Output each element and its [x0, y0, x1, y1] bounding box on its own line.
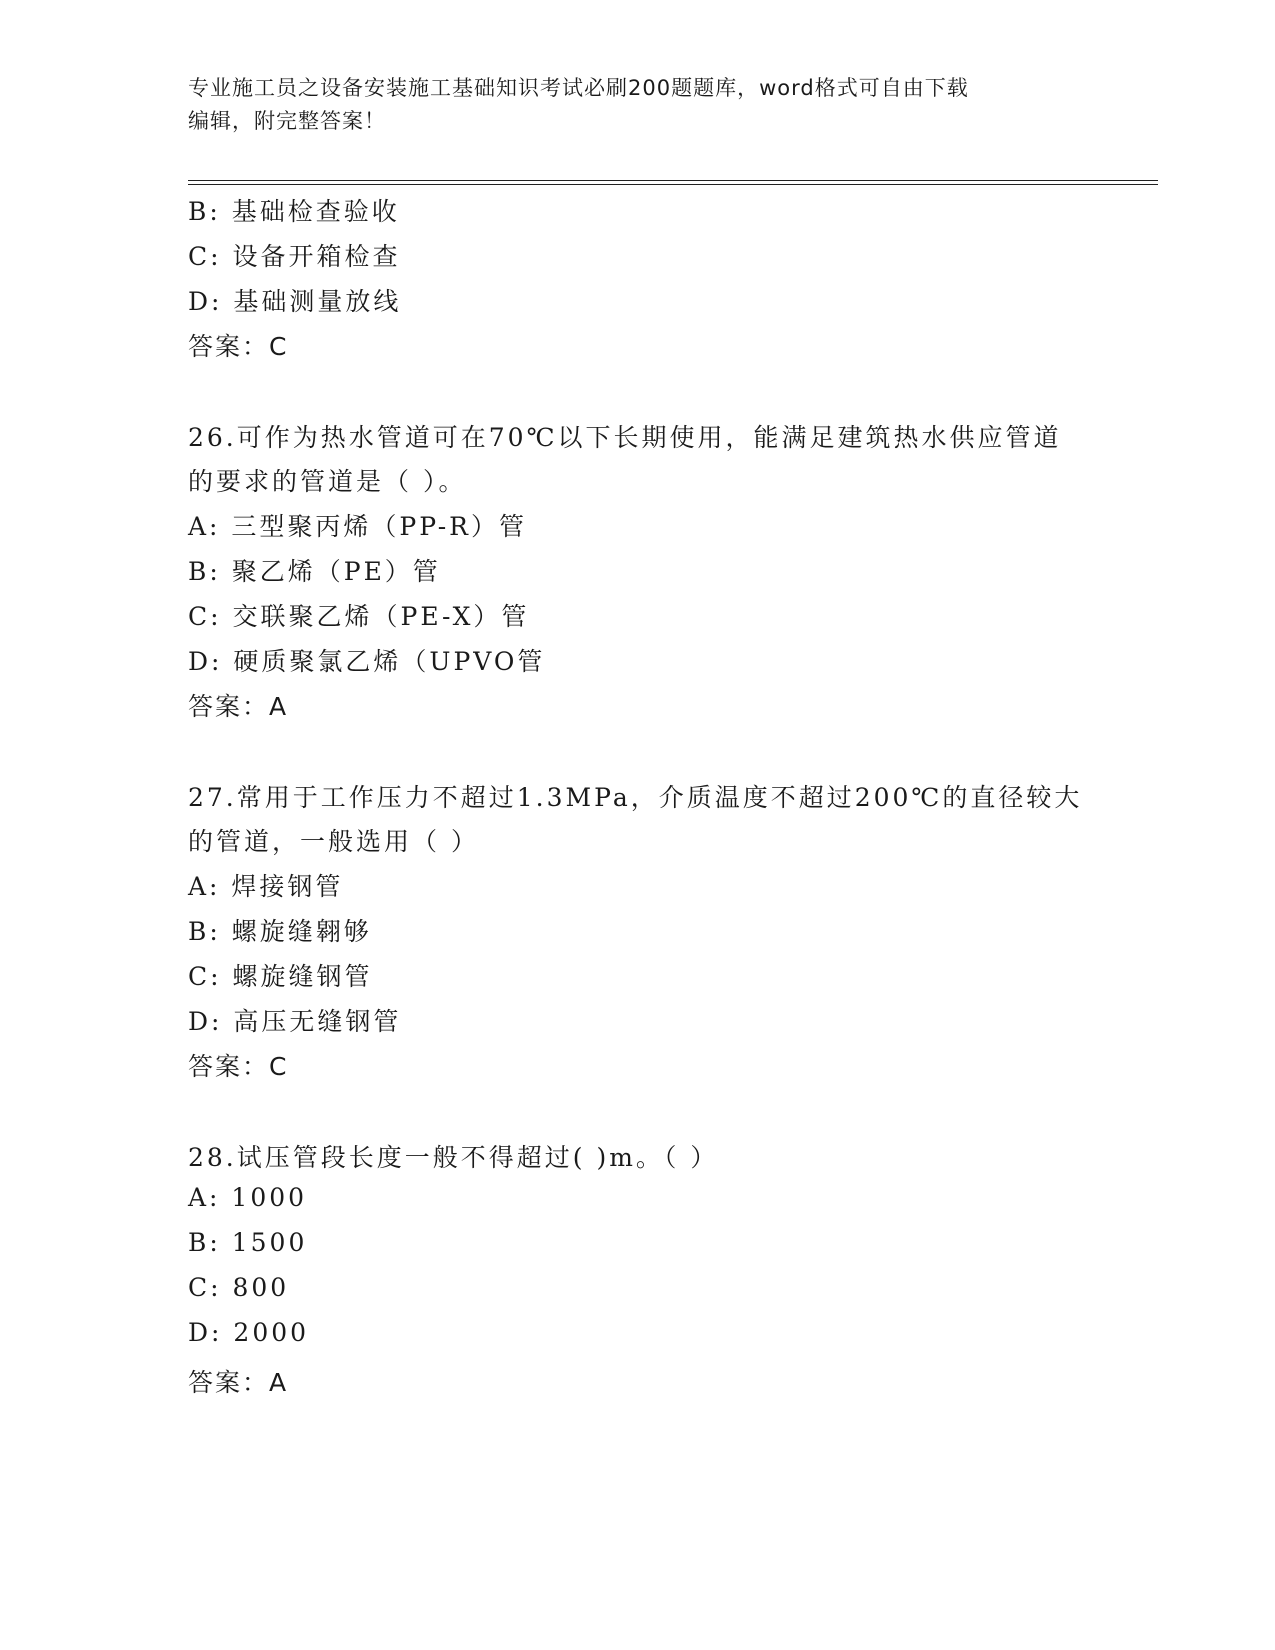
- q26-answer: 答案：A: [188, 692, 289, 721]
- document-header: [188, 72, 1088, 138]
- q28-option-b: B: 1500: [188, 1228, 308, 1257]
- q26-option-c: C: 交联聚乙烯（PE-X）管: [188, 602, 530, 631]
- q27-stem-line-1: 27.常用于工作压力不超过1.3MPa，介质温度不超过200℃的直径较大: [188, 783, 1083, 812]
- q25-option-c: C: 设备开箱检查: [188, 242, 401, 271]
- q26-option-b: B: 聚乙烯（PE）管: [188, 557, 441, 586]
- q25-option-b: B: 基础检查验收: [188, 197, 400, 226]
- q27-answer: 答案：C: [188, 1052, 289, 1081]
- header-line-1: 专业施工员之设备安装施工基础知识考试必刷200题题库，word格式可自由下载: [188, 76, 969, 100]
- q28-answer: 答案：A: [188, 1368, 289, 1397]
- q28-option-d: D: 2000: [188, 1318, 310, 1347]
- q28-option-c: C: 800: [188, 1273, 290, 1302]
- q27-option-a: A: 焊接钢管: [188, 872, 344, 901]
- q26-stem-line-2: 的要求的管道是（ ）。: [188, 467, 467, 496]
- q26-stem-line-1: 26.可作为热水管道可在70℃以下长期使用，能满足建筑热水供应管道: [188, 423, 1062, 452]
- q25-option-d: D: 基础测量放线: [188, 287, 402, 316]
- header-rule-bottom: [188, 184, 1158, 185]
- q27-option-b: B: 螺旋缝翱够: [188, 917, 372, 946]
- q27-stem-line-2: 的管道，一般选用（ ）: [188, 827, 479, 856]
- q26-option-d: D: 硬质聚氯乙烯（UPVO管: [188, 647, 546, 676]
- q26-option-a: A: 三型聚丙烯（PP-R）管: [188, 512, 527, 541]
- q28-option-a: A: 1000: [188, 1183, 308, 1212]
- q27-option-d: D: 高压无缝钢管: [188, 1007, 402, 1036]
- q27-option-c: C: 螺旋缝钢管: [188, 962, 373, 991]
- q25-answer: 答案：C: [188, 332, 289, 361]
- header-line-2: 编辑，附完整答案！: [188, 109, 386, 133]
- q28-stem-line-1: 28.试压管段长度一般不得超过( )m。（ ）: [188, 1143, 719, 1172]
- header-rule-top: [188, 180, 1158, 181]
